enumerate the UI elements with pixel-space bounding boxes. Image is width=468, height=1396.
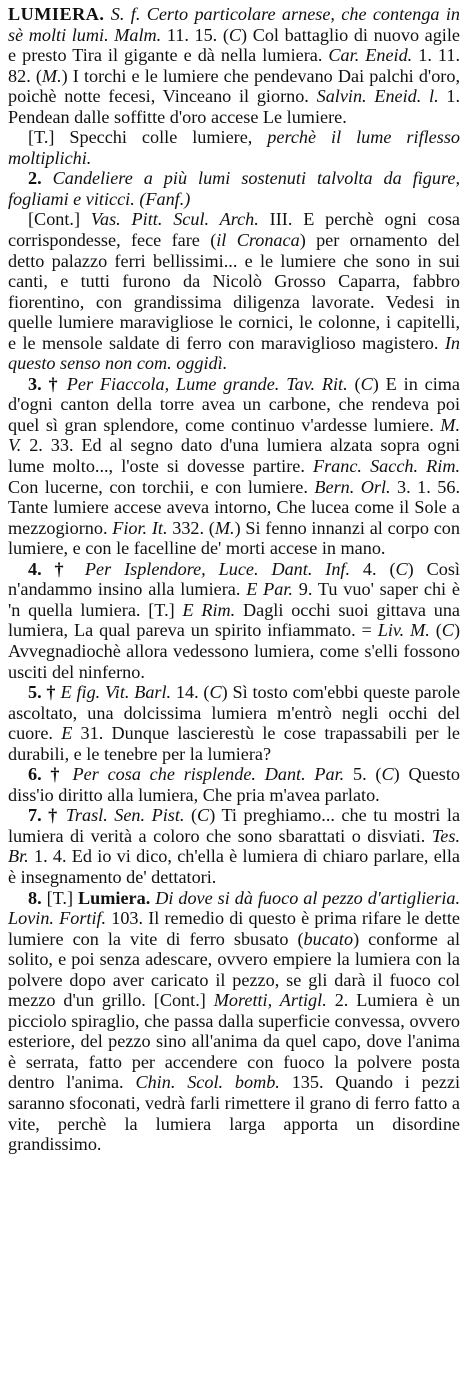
entry-sense-7 — [8, 764, 460, 805]
body-text: 1. 11. 82. ( — [8, 45, 460, 86]
body-text: 5. ( — [344, 764, 382, 785]
body-text: ) per ornamento del detto palazzo ferri bellissimi... e le lumiere che sono in sui canti, e tutti furono da Nicolò Grosso Caparra, fabbro fiorentino, con grandissima diligenza lavorate. Vedesi in quelle lumiere maravigliose le cornici, le colonne, i capitelli, e le mensole saldate di ferro con maraviglioso magistero. — [8, 230, 460, 353]
italic-text: M. V. — [8, 414, 460, 456]
body-text: 1. 4. Ed io vi dico, ch'ella è lumiera di chiaro parlare, ella è insegnamento de' dettatori. — [8, 846, 460, 887]
italic-text: M. — [214, 517, 235, 538]
italic-text: bucato — [303, 928, 354, 949]
entry-sense-4 — [8, 374, 460, 559]
entry-definition — [8, 4, 460, 127]
italic-text: Bern. Orl. — [314, 476, 391, 497]
entry-sense-3 — [8, 209, 460, 373]
body-text: Con lucerne, con torchii, e con lumiere. — [8, 476, 315, 497]
body-text: [T.] Specchi colle lumiere, — [28, 127, 268, 148]
sense-number: 6. † — [28, 764, 73, 785]
italic-text: Franc. Sacch. Rim. — [312, 456, 461, 477]
italic-text: C — [360, 373, 373, 394]
body-text: 3. 1. 56. Tante lumiere accese aveva intorno, Che lucea come il Sole a mezzogiorno. — [8, 476, 461, 538]
italic-text: C — [209, 682, 222, 703]
italic-text: M. — [41, 65, 62, 86]
body-text: ( — [347, 373, 361, 394]
entry-sense-1 — [8, 127, 460, 168]
sense-number: 8. — [28, 887, 47, 908]
body-text: ( — [184, 805, 198, 826]
italic-text: E Par. — [246, 579, 293, 600]
italic-text: Liv. M. — [377, 620, 430, 641]
body-text: 31. Dunque lascierestù le cose trapassabili per le durabili, e le tenebre per la lumiera? — [8, 723, 460, 764]
body-text: 135. Quando i pezzi saranno sfoconati, vedrà farli rimettere il grano di ferro fatto a vite, perchè la lumiera larga apporta un disordine grandissimo. — [8, 1072, 461, 1155]
body-text: 9. Tu vuo' saper chi è 'n quella lumiera. [T.] — [8, 579, 460, 620]
body-text: ) E in cima d'ogni canton della torre avea un carbone, che rendeva poi quel sì gran splendore, come continuo v'ardesse lumiere. — [8, 373, 460, 435]
body-text: Dagli occhi suoi gittava una lumiera, La qual pareva un spirito infiammato. = — [8, 599, 460, 641]
italic-text: Moretti, Artigl. — [213, 990, 327, 1011]
italic-text: C — [441, 620, 454, 641]
headword: LUMIERA. — [8, 4, 105, 24]
body-text: 4. ( — [350, 558, 396, 579]
italic-text: Chin. Scol. bomb. — [135, 1072, 280, 1093]
entry-sense-8 — [8, 805, 460, 887]
italic-text: perchè il lume riflesso moltiplichi. — [8, 127, 460, 168]
body-text: ) Col battaglio di nuovo agile e presto Tira il gigante e dà nella lumiera. — [8, 24, 460, 66]
body-text: ) Così n'andammo insino alla lumiera. — [8, 558, 460, 600]
body-text: ) conforme al solito, e poi senza adescare, ovvero empiere la lumiera con la polvere dopo aver caricato il pezzo, se gli darà il fuoco col mezzo d'un grillo. [Cont.] — [8, 928, 460, 1011]
sense-number: 5. † — [28, 682, 61, 703]
sense-number: 2. — [28, 168, 53, 189]
italic-text: In questo senso non com. oggidì. — [8, 332, 460, 374]
italic-text: Trasl. Sen. Pist. — [65, 805, 185, 826]
italic-text: E Rim. — [182, 599, 236, 620]
body-text: 103. Il remedio di questo è prima rifare le dette lumiere con la vite di ferro sbusato ( — [8, 908, 460, 949]
body-text: 1. Pendean dalle soffitte d'oro accese Le lumiere. — [8, 86, 461, 127]
entry-sense-5 — [8, 559, 460, 682]
italic-text: Car. Eneid. — [328, 45, 413, 66]
italic-text: C — [395, 558, 408, 579]
entry-sense-2 — [8, 168, 460, 209]
italic-text: C — [228, 24, 242, 45]
italic-text: C — [381, 764, 394, 785]
sense-number: 4. † — [28, 558, 85, 579]
body-text: ) I torchi e le lumiere che pendevano Dai palchi d'oro, poichè notte fecesi, Vinceano il giorno. — [8, 65, 460, 107]
italic-text: Di dove si dà fuoco al pezzo d'artiglieria. Lovin. Fortif. — [8, 887, 461, 929]
italic-text: S. f. Certo particolare arnese, che contenga in sè molti lumi. Malm. — [8, 4, 460, 45]
sense-number: 7. † — [28, 805, 66, 826]
italic-text: Tes. Br. — [8, 825, 460, 867]
italic-text: Candeliere a più lumi sostenuti talvolta da figure, fogliami e viticci. (Fanf.) — [8, 168, 461, 209]
italic-text: E — [61, 723, 73, 744]
italic-text: E fig. Vit. Barl. — [60, 682, 172, 703]
body-text: ) Sì tosto com'ebbi queste parole ascoltato, una dolcissima lumiera m'entrò negli occhi del cuore. — [8, 682, 461, 744]
body-text: ) Si fenno innanzi al corpo con lumiere, e con le facelline de' morti accese in mano. — [8, 517, 460, 559]
body-text: III. E perchè ogni cosa corrispondesse, fece fare ( — [8, 209, 460, 251]
dictionary-entry-lumiera — [8, 4, 460, 1155]
body-text: 2. 33. Ed al segno dato d'una lumiera alzata sopra ogni lume molto..., l'oste si dovesse partire. — [8, 435, 460, 477]
entry-sense-9 — [8, 888, 460, 1155]
body-text: ( — [429, 620, 442, 641]
body-text: [Cont.] — [28, 209, 91, 230]
body-text: 11. 15. ( — [161, 24, 229, 45]
italic-text: Per Fiaccola, Lume grande. Tav. Rit. — [66, 373, 348, 394]
body-text: [T.] — [46, 887, 78, 908]
body-text: 14. ( — [171, 682, 210, 703]
body-text: ) Avvegnadiochè allora vedessono lumiera, come s'elli fossono usciti del ninferno. — [8, 620, 460, 682]
italic-text: il Cronaca — [216, 230, 300, 251]
body-text: ) Ti preghiamo... che tu mostri la lumiera di verità a coloro che sono sbarattati o disviati. — [8, 805, 461, 846]
italic-text: Vas. Pitt. Scul. Arch. — [90, 209, 259, 230]
italic-text: C — [197, 805, 210, 826]
italic-text: Per Isplendore, Luce. Dant. Inf. — [84, 558, 351, 579]
italic-text: Fior. It. — [112, 517, 168, 538]
italic-text: Salvin. Eneid. l. — [316, 86, 439, 107]
body-text: ) Questo diss'io diritto alla lumiera, Che pria m'avea parlato. — [8, 764, 461, 805]
body-text: 2. Lumiera è un picciolo spiraglio, che passa dalla superficie convessa, ovvero esteriore, del pezzo sino all'anima da quel capo, dove l'anima è serrata, fatto per accendere con fuoco la polvere posta dentro l'anima. — [8, 990, 461, 1093]
body-text: 332. ( — [167, 517, 215, 538]
italic-text: Per cosa che risplende. Dant. Par. — [72, 764, 345, 785]
sense-number: Lumiera. — [78, 887, 151, 908]
sense-number: 3. † — [28, 373, 67, 394]
entry-sense-6 — [8, 682, 460, 764]
